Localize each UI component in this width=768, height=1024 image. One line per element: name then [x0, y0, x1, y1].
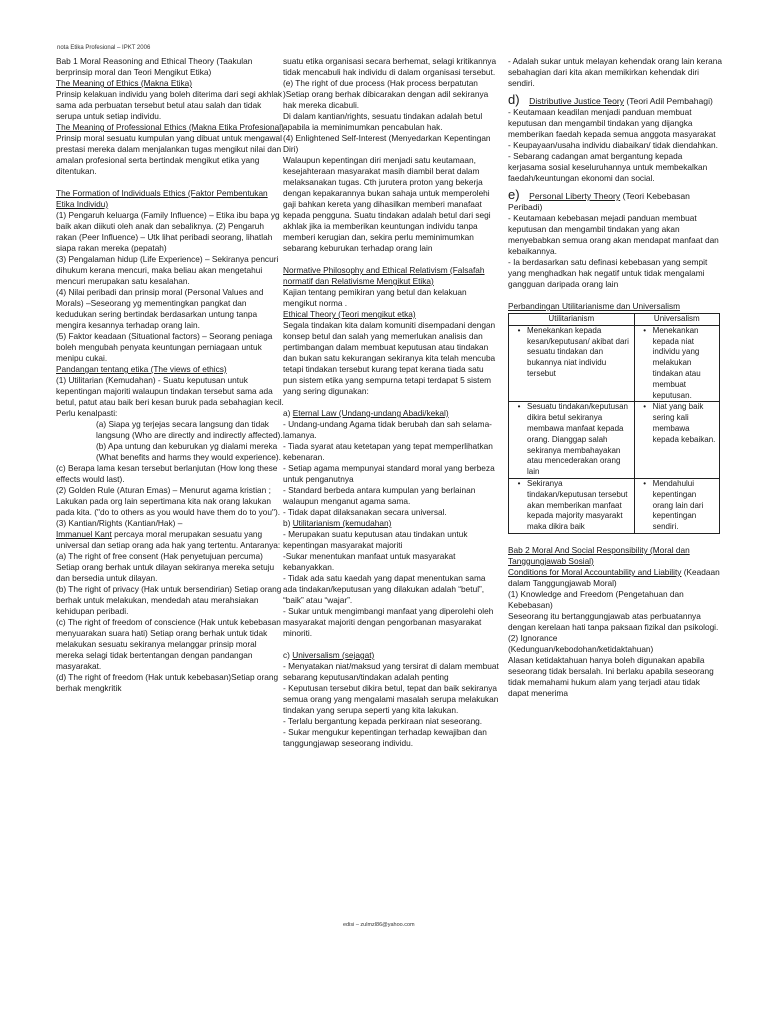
cell-text: Niat yang baik sering kali membawa kepada kebaikan.: [652, 402, 716, 444]
heading-formation-individual-ethics: The Formation of Individuals Ethics (Faktor Pembentukan Etika Individu): [56, 188, 268, 209]
heading-views-of-ethics: Pandangan tentang etika (The views of ethics): [56, 364, 227, 374]
conditions-heading: Conditions for Moral Accountability and Liability: [508, 566, 682, 577]
paragraph: Seseorang itu bertanggungjawab atas perbuatannya dengan kerelaan hati tanpa paksaan fizikal dan psikologi.: [508, 610, 719, 632]
chapter-1-title: Bab 1 Moral Reasoning and Ethical Theory (Taakulan berprinsip moral dan Teori Mengikut Etika): [56, 56, 253, 77]
table-header-row: [509, 314, 720, 326]
cell-text: Menekankan kepada kesan/keputusan/ akibat dari sesuatu tindakan dan bukannya niat individu tersebut: [527, 325, 629, 378]
paragraph: (3) Pengalaman hidup (Life Experience) – Sekiranya pencuri dihukum kerana mencuri, maka beliau akan mengetahui mencuri merupakan satu kesalahan.: [56, 254, 279, 286]
list-item: - Tidak dapat dilaksanakan secara universal.: [283, 507, 447, 517]
list-item: - Keutamaan kebebasan mejadi panduan membuat keputusan dan mengambil tindakan yang akan menyebabkan semua orang akan mendapat manfaat dan kebaikannya.: [508, 213, 719, 256]
kant-text: percaya moral merupakan sesuatu yang universal dan setiap orang ada hak yang tertentu. Antaranya:: [56, 529, 281, 550]
theory-letter: a): [283, 408, 293, 418]
table-header-utilitarianism: Utilitarianism: [509, 314, 635, 326]
paragraph: suatu etika organisasi secara berhemat, selagi kritikannya tidak mencabuli hak individu di dalam organisasi tersebut.: [283, 56, 497, 77]
comparison-title: Perbandingan Utilitarianisme dan Universalism: [508, 301, 681, 311]
theory-b-title: Utilitarianism (kemudahan): [292, 518, 392, 528]
bullet-icon: •: [517, 402, 521, 412]
theory-d-heading: [508, 94, 722, 107]
list-item: - Undang-undang Agama tidak berubah dan sah selama-lamanya.: [283, 419, 492, 440]
list-item: - Keupayaan/usaha individu diabaikan/ tidak diendahkan.: [508, 140, 718, 150]
theory-c-heading: [283, 650, 499, 661]
list-item: - Sukar mengukur kepentingan terhadap kewajiban dan tanggungjawap seseorang individu.: [283, 727, 487, 748]
list-item: - Setiap agama mempunyai standard moral yang berbeza untuk penganutnya: [283, 463, 495, 484]
paragraph: (1) Pengaruh keluarga (Family Influence) – Etika ibu bapa yg baik akan diikuti oleh anak dan sebaliknya. (2) Pengaruh rakan (Peer Influence) – Utk lihat peribadi seorang, lihatlah siapa rakan mereka (pepatah): [56, 210, 280, 253]
bullet-icon: •: [517, 325, 521, 335]
theory-e-title: Personal Liberty Theory: [529, 191, 621, 201]
list-item: - Keputusan tersebut dikira betul, tepat dan baik sekiranya semua orang yang mengalami masalah serupa melakukan tindakan yang serupa seperti yang kita lakukan.: [283, 683, 499, 715]
theory-e-title-tail: (Teori Kebebasan Peribadi): [508, 191, 690, 212]
list-item: - Merupakan suatu keputusan atau tindakan untuk kepentingan masyarakat majoriti: [283, 529, 468, 550]
theory-a-heading: [283, 408, 499, 419]
paragraph: (e) The right of due process (Hak process berpatutan )Setiap orang berhak dibicarakan dengan adil sekiranya hak mereka dicabuli.: [283, 78, 489, 110]
sub-item: (c) Berapa lama kesan tersebut berlanjutan (How long these effects would last).: [56, 463, 278, 484]
list-item: - Tidak ada satu kaedah yang dapat menentukan sama ada tindakan/keputusan yang dilakukan adalah “betul”, “baik” atau “wajar”.: [283, 573, 486, 605]
page-header: nota Etika Profesional – IPKT 2006: [57, 45, 151, 51]
table-row: [509, 402, 720, 479]
list-item: - Terlalu bergantung kepada perkiraan niat seseorang.: [283, 716, 483, 726]
conditions-heading-tail: (Keadaan dalam Tanggungjawab Moral): [508, 566, 720, 588]
table-row: [509, 478, 720, 533]
chapter-2-title: Bab 2 Moral And Social Responsibility (Moral dan Tanggungjawab Sosial): [508, 544, 690, 566]
paragraph: Kajian tentang pemikiran yang betul dan kelakuan mengikut norma .: [283, 287, 467, 308]
heading-ethical-theory: Ethical Theory (Teori mengikut etka): [283, 309, 416, 319]
paragraph: (2) Golden Rule (Aturan Emas) – Menurut agama kristian ; Lakukan pada org lain sepertimana kita nak orang lakukan pada kita. ("do to others as you would have them do to you").: [56, 485, 281, 517]
cell-text: Menekankan kepada niat individu yang melakukan tindakan atau membuat keputusan.: [652, 325, 701, 400]
list-item: -Sukar menentukan manfaat untuk masyarakat kebanyakkan.: [283, 551, 456, 572]
theory-d-title-tail: (Teori Adil Pembahagi): [624, 96, 713, 106]
list-item: - Keutamaan keadilan menjadi panduan membuat keputusan dan mengambil tindakan yang dijangka memberikan faedah kepada semua anggota masyarakat: [508, 107, 716, 139]
theory-letter: e): [508, 187, 520, 202]
list-item: - Menyatakan niat/maksud yang tersirat di dalam membuat sebarang keputusan/tindakan adalah penting: [283, 661, 499, 682]
paragraph: - Adalah sukar untuk melayan kehendak orang lain kerana sebahagian dari kita akan memikirkan kehendak diri sendiri.: [508, 56, 723, 88]
paragraph: Walaupun kepentingan diri menjadi satu keutamaan, kesejahteraan masyarakat masih diambil berat dalam melaksanakan tugas. Cth jurutera proton yang bekerja dengan kepakarannya bukan sahaja untuk memperolehi gaji bahkan kereta yang dihasilkan memberi manafaat kepada pengguna. Suatu tindakan adalah betul dari segi akhlak jika ia memberikan keuntungan individu tanpa memberi kerugian dan, sekira perlu meminimumkan sebarang keburukan terhadap orang lain: [283, 155, 491, 253]
list-item: - Sebarang cadangan amat bergantung kepada kerjasama sosial keseluruhannya untuk membekalkan faedah/keuntungan ekonomi dan social.: [508, 151, 708, 183]
name-immanuel-kant: Immanuel Kant: [56, 529, 112, 539]
table-header-universalism: Universalism: [634, 314, 719, 326]
paragraph: Di dalam kantian/rights, sesuatu tindakan adalah betul apabila ia meminimumkan pencabulan hak.: [283, 111, 483, 132]
paragraph: (4) Enlightened Self-Interest (Menyedarkan Kepentingan Diri): [283, 133, 491, 154]
table-cell: [509, 402, 635, 479]
paragraph: (c) The right of freedom of conscience (Hak untuk kebebasan menyuarakan suara hati) Setiap orang berhak untuk tidak melakukan sesuatu sekiranya melanggar prinsip moral mereka selagi tidak bertentangan dengan pandangan masyarakat.: [56, 617, 281, 671]
bullet-icon: •: [643, 402, 647, 412]
paragraph: Segala tindakan kita dalam komuniti disempadani dengan konsep betul dan salah yang memerlukan analisis dan pertimbangan dalam membuat keputusan atau tindakan dan bukan satu kekurangan sekiranya kita telah mencuba tetapi tindakan tersebut kurang tepat kerana tiada satu pun sistem etika yang sempurna tetapi terdapat 5 sistem yang sering digunakan:: [283, 320, 496, 396]
column-1: [56, 56, 284, 694]
paragraph: (b) The right of privacy (Hak untuk bersendirian) Setiap orang berhak untuk melakukan, mendedah atau merahsiakan kehidupan peribadi.: [56, 584, 282, 616]
paragraph: (1) Utilitarian (Kemudahan) - Suatu keputusan untuk kepentingan majoriti walaupun tindakan tersebut sama ada betul, patut atau baik beri kesan buruk pada sebahagian kecil. Perlu kenalpasti:: [56, 375, 284, 418]
paragraph: (4) Nilai peribadi dan prinsip moral (Personal Values and Morals) –Seseorang yg mementingkan pangkat dan kedudukan sering bertindak berdasarkan untung tanpa mengira kesannya terhadap orang lain.: [56, 287, 264, 330]
table-cell: [634, 478, 719, 533]
paragraph: (3) Kantian/Rights (Kantian/Hak) –: [56, 518, 183, 528]
theory-letter: d): [508, 92, 520, 107]
table-cell: [634, 402, 719, 479]
paragraph: (Kedunguan/kebodohan/ketidaktahuan): [508, 643, 654, 654]
chapter-2-subheading: [508, 567, 722, 589]
paragraph: Prinsip kelakuan individu yang boleh diterima dari segi akhlak sama ada perbuatan tersebut betul atau salah dan tidak serupa untuk setiap individu.: [56, 89, 282, 121]
theory-e-heading: [508, 189, 722, 213]
paragraph: Prinsip moral sesuatu kumpulan yang dibuat untuk mengawal prestasi mereka dalam menjalankan tugas mengikut nilai dan amalan profesional serta bertindak mengikut etika yang ditentukan.: [56, 133, 282, 176]
theory-letter: b): [283, 518, 293, 528]
sub-item: (b) Apa untung dan keburukan yg dialami mereka (What benefits and harms they would experience).: [96, 441, 281, 462]
theory-a-title: Eternal Law (Undang-undang Abadi/kekal): [292, 408, 449, 418]
paragraph: (d) The right of freedom (Hak untuk kebebasan)Setiap orang berhak mengkritik: [56, 672, 279, 693]
theory-letter: c): [283, 650, 293, 660]
table-cell: [509, 478, 635, 533]
cell-text: Mendahului kepentingan orang lain dari kepentingan sendiri.: [652, 478, 704, 532]
sub-item: (a) Siapa yg terjejas secara langsung dan tidak langsung (Who are directly and indirectly affected).: [96, 419, 283, 440]
list-item: - Tiada syarat atau ketetapan yang tepat memperlihatkan kebenaran.: [283, 441, 493, 462]
list-item: (1) Knowledge and Freedom (Pengetahuan dan Kebebasan): [508, 588, 684, 610]
table-cell: [634, 325, 719, 402]
theory-c-title: Universalism (sejagat): [292, 650, 375, 660]
theory-d-title: Distributive Justice Teory: [529, 96, 625, 106]
heading-meaning-professional-ethics: The Meaning of Professional Ethics (Makna Etika Profesional): [56, 122, 284, 132]
table-row: [509, 325, 720, 402]
heading-normative-philosophy: Normative Philosophy and Ethical Relativism (Falsafah normatif dan Relativisme Mengikut Etika): [283, 265, 485, 286]
column-2: [283, 56, 499, 749]
heading-meaning-of-ethics: The Meaning of Ethics (Makna Etika): [56, 78, 193, 88]
list-item: - Sukar untuk mengimbangi manfaat yang diperolehi oleh masyarakat majoriti dengan pengorbanan masyarakat minoriti.: [283, 606, 494, 638]
cell-text: Sekiranya tindakan/keputusan tersebut akan memberikan manfaat kepada majority masyarakt maka dikira baik: [527, 478, 628, 532]
cell-text: Sesuatu tindakan/keputusan dikira betul sekiranya membawa manfaat kepada orang. Dianggap salah sekiranya membahayakan atau mencederakan orang lain: [527, 402, 628, 477]
bullet-icon: •: [643, 478, 647, 488]
column-3: [508, 56, 722, 699]
comparison-table: [508, 313, 720, 534]
paragraph: Alasan ketidaktahuan hanya boleh digunakan apabila seseorang tidak bersalah. Ini berlaku apabila seseorang tidak memahami hukum alam yang terjadi atau tidak dapat menerima: [508, 654, 714, 698]
list-item: - Standard berbeda antara kumpulan yang berlainan walaupun menganut agama sama.: [283, 485, 476, 506]
bullet-icon: •: [517, 478, 521, 488]
paragraph: (a) The right of free consent (Hak penyetujuan percuma) Setiap orang berhak untuk dilayan sekiranya mereka setuju dan bersedia untuk dilayan.: [56, 551, 275, 583]
paragraph: [56, 529, 284, 551]
page-footer: edisi – zulmzl86@yahoo.com: [343, 922, 415, 928]
table-cell: [509, 325, 635, 402]
bullet-icon: •: [643, 325, 647, 335]
paragraph: (5) Faktor keadaan (Situational factors) – Seorang peniaga boleh mengubah penyata keuntungan perniagaan untuk menipu cukai.: [56, 331, 273, 363]
list-item: - Ia berdasarkan satu definasi kebebasan yang sempit yang menghadkan hak negatif untuk tidak mengalami gangguan daripada orang lain: [508, 257, 708, 289]
theory-b-heading: [283, 518, 499, 529]
list-item: (2) Ignorance: [508, 632, 558, 643]
